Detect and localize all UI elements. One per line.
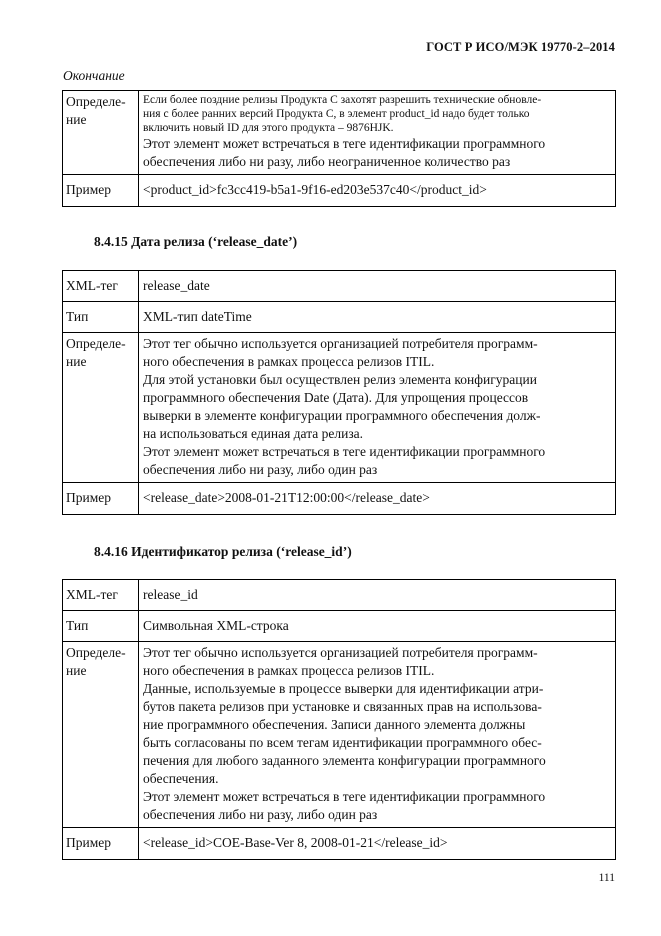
key-line: ние [66, 663, 87, 678]
key-cell: XML-тег [63, 271, 139, 302]
definition-line: ние программного обеспечения. Записи данного элемента должны [143, 717, 526, 732]
value-cell: <release_id>COE-Base-Ver 8, 2008-01-21</release_id> [139, 828, 616, 860]
table-row [63, 828, 616, 860]
section-heading-release-id: 8.4.16 Идентификатор релиза (‘release_id’) [94, 544, 352, 559]
table-release-id [62, 579, 616, 860]
definition-line: Этот тег обычно используется организацией потребителя программ- [143, 336, 538, 351]
definition-line: Этот элемент может встречаться в теге идентификации программного [143, 789, 546, 804]
standard-header: ГОСТ Р ИСО/МЭК 19770-2–2014 [426, 40, 615, 54]
table-row [63, 483, 616, 515]
value-cell: release_date [139, 271, 616, 302]
key-line: Определе- [66, 336, 126, 351]
definition-line: Этот тег обычно используется организацией потребителя программ- [143, 645, 538, 660]
key-cell: Пример [63, 175, 139, 207]
table-row [63, 611, 616, 642]
key-cell [63, 91, 139, 175]
definition-line: программного обеспечения Date (Дата). Для упрощения процессов [143, 390, 529, 405]
key-cell: XML-тег [63, 580, 139, 611]
key-cell [63, 333, 139, 483]
value-cell: release_id [139, 580, 616, 611]
key-line: ние [66, 354, 87, 369]
key-cell: Пример [63, 828, 139, 860]
key-cell: Тип [63, 302, 139, 333]
table-row [63, 642, 616, 828]
value-cell: <release_date>2008-01-21T12:00:00</release_date> [139, 483, 616, 515]
note-line: ния с более ранних версий Продукта С, в элемент product_id надо будет только [143, 108, 530, 120]
section-heading-release-date: 8.4.15 Дата релиза (‘release_date’) [94, 234, 298, 249]
table-continuation [62, 90, 616, 207]
definition-line: печения для любого заданного элемента конфигурации программного [143, 753, 546, 768]
table-row [63, 271, 616, 302]
key-cell: Тип [63, 611, 139, 642]
value-cell: XML-тип dateTime [139, 302, 616, 333]
value-cell [139, 91, 616, 175]
value-cell [139, 333, 616, 483]
definition-line: обеспечения. [143, 771, 219, 786]
table-row [63, 91, 616, 175]
definition-line: обеспечения либо ни разу, либо неограниченное количество раз [143, 154, 511, 169]
definition-line: быть согласованы по всем тегам идентификации программного обес- [143, 735, 542, 750]
definition-line: Данные, используемые в процессе выверки для идентификации атри- [143, 681, 544, 696]
table-row [63, 175, 616, 207]
key-line: ние [66, 112, 87, 127]
definition-line: обеспечения либо ни разу, либо один раз [143, 807, 378, 822]
table-row [63, 333, 616, 483]
definition-line: на использоваться единая дата релиза. [143, 426, 364, 441]
definition-line: выверки в элементе конфигурации программного обеспечения долж- [143, 408, 541, 423]
value-cell: <product_id>fc3cc419-b5a1-9f16-ed203e537c40</product_id> [139, 175, 616, 207]
table-release-date [62, 270, 616, 515]
value-cell [139, 642, 616, 828]
definition-line: ного обеспечения в рамках процесса релизов ITIL. [143, 354, 435, 369]
definition-line: Этот элемент может встречаться в теге идентификации программного [143, 136, 546, 151]
key-line: Определе- [66, 645, 126, 660]
table-row [63, 580, 616, 611]
table-row [63, 302, 616, 333]
key-cell [63, 642, 139, 828]
definition-line: Этот элемент может встречаться в теге идентификации программного [143, 444, 546, 459]
definition-line: Для этой установки был осуществлен релиз элемента конфигурации [143, 372, 537, 387]
note-line: включить новый ID для этого продукта – 9876HJK. [143, 122, 394, 134]
key-line: Определе- [66, 94, 126, 109]
continuation-label: Окончание [63, 68, 125, 83]
note-line: Если более поздние релизы Продукта С захотят разрешить технические обновле- [143, 94, 542, 106]
definition-line: бутов пакета релизов при установке и связанных прав на использова- [143, 699, 542, 714]
definition-line: ного обеспечения в рамках процесса релизов ITIL. [143, 663, 435, 678]
key-cell: Пример [63, 483, 139, 515]
definition-line: обеспечения либо ни разу, либо один раз [143, 462, 378, 477]
value-cell: Символьная XML-строка [139, 611, 616, 642]
page-number: 111 [598, 872, 615, 884]
